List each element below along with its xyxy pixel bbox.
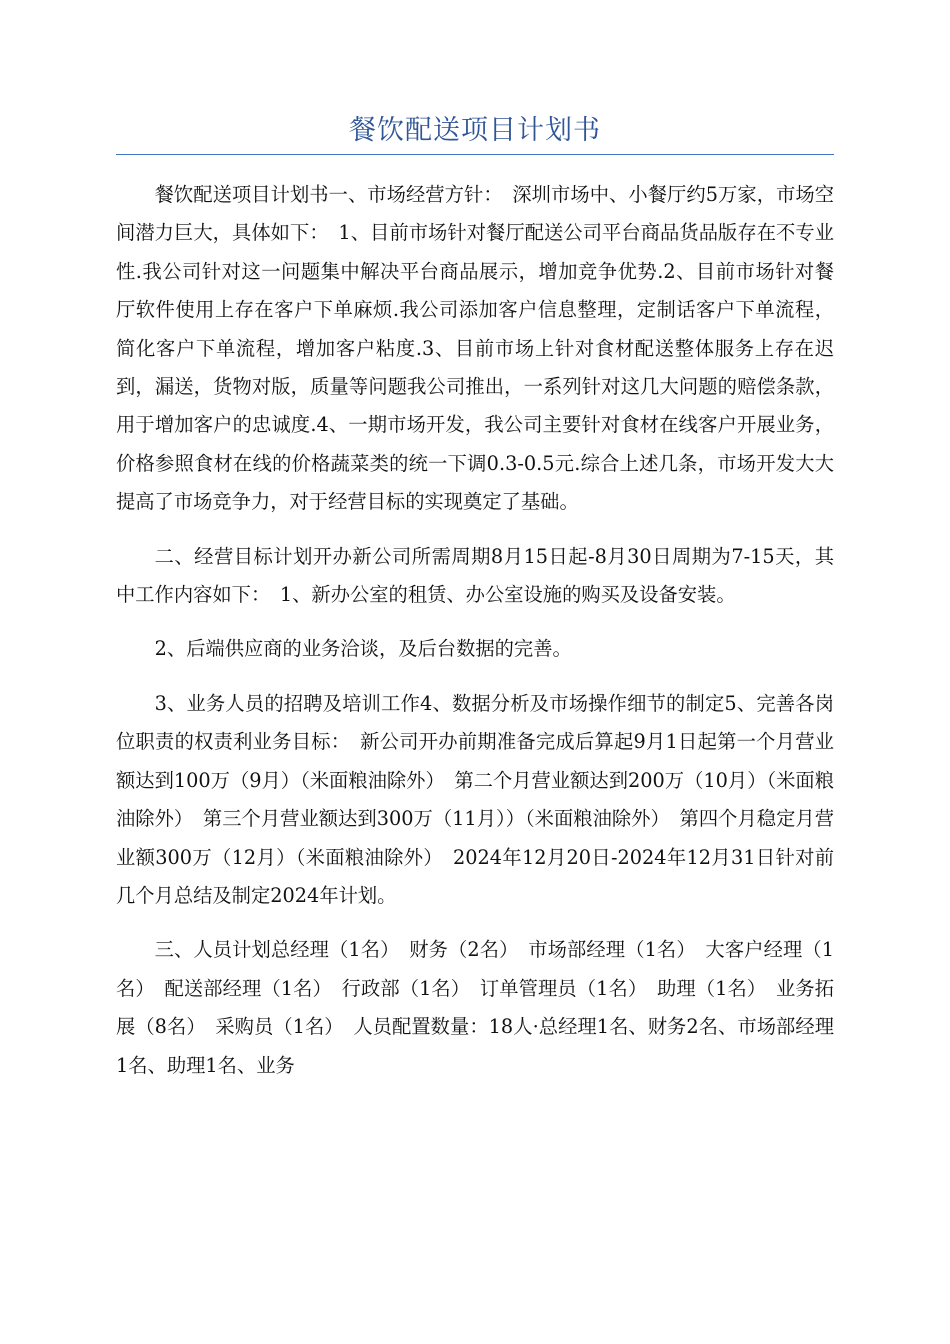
paragraph-revenue-targets: 3、业务人员的招聘及培训工作4、数据分析及市场操作细节的制定5、完善各岗位职责的权责利业务目标： 新公司开办前期准备完成后算起9月1日起第一个月营业额达到100万（9月）（米面粮油除外） 第二个月营业额达到200万（10月）（米面粮油除外） 第三个月营业额达到300万（11月））（米面粮油除外） 第四个月稳定月营业额300万（12月）（米面粮油除外） 2024年12月20日-2024年12月31日针对前几个月总结及制定2024年计划。 xyxy=(116,691,834,907)
document-body xyxy=(116,176,834,1101)
paragraph-supplier-negotiation: 2、后端供应商的业务洽谈，及后台数据的完善。 xyxy=(154,637,572,661)
paragraph-market-strategy: 餐饮配送项目计划书一、市场经营方针： 深圳市场中、小餐厅约5万家，市场空间潜力巨大，具体如下： 1、目前市场针对餐厅配送公司平台商品货品版存在不专业性.我公司针对这一问题集中解决平台商品展示，增加竞争优势.2、目前市场针对餐厅软件使用上存在客户下单麻烦.我公司添加客户信息整理，定制话客户下单流程，简化客户下单流程，增加客户粘度.3、目前市场上针对食材配送整体服务上存在迟到，漏送，货物对版，质量等问题我公司推出，一系列针对这几大问题的赔偿条款，用于增加客户的忠诚度.4、一期市场开发，我公司主要针对食材在线客户开展业务，价格参照食材在线的价格蔬菜类的统一下调0.3-0.5元.综合上述几条，市场开发大大提高了市场竞争力，对于经营目标的实现奠定了基础。 xyxy=(116,183,834,514)
document-title: 餐饮配送项目计划书 xyxy=(349,115,601,146)
paragraph-business-goals: 二、经营目标计划开办新公司所需周期8月15日起-8月30日周期为7-15天，其中工作内容如下： 1、新办公室的租赁、办公室设施的购买及设备安装。 xyxy=(116,544,834,607)
paragraph-staffing-plan: 三、人员计划总经理（1名） 财务（2名） 市场部经理（1名） 大客户经理（1名） 配送部经理（1名） 行政部（1名） 订单管理员（1名） 助理（1名） 业务拓展（8名） 采购员（1名） 人员配置数量：18人·总经理1名、财务2名、市场部经理1名、助理1名、业务 xyxy=(116,938,834,1077)
title-underline-divider xyxy=(116,154,834,155)
